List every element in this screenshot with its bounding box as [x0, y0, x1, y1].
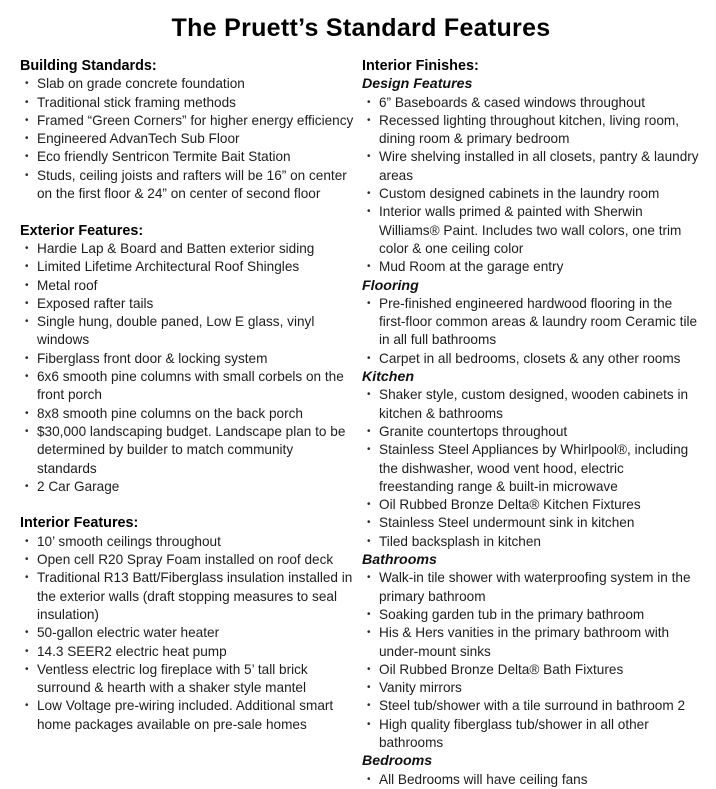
section-heading: Exterior Features:: [20, 222, 144, 239]
bullet-icon: •: [25, 480, 29, 492]
section-heading: Interior Features:: [20, 515, 139, 532]
bullet-list: [362, 569, 702, 752]
list-item-text: Eco friendly Sentricon Termite Bait Station: [37, 149, 291, 165]
list-item-text: Walk-in tile shower with waterproofing system in the primary bathroom: [379, 570, 691, 604]
bullet-icon: •: [25, 242, 29, 254]
list-item: [362, 350, 702, 368]
bullet-icon: •: [25, 151, 29, 163]
list-item: [20, 624, 354, 642]
list-item-text: 8x8 smooth pine columns on the back porch: [37, 405, 303, 421]
bullet-icon: •: [367, 114, 371, 126]
list-item-text: Tiled backsplash in kitchen: [379, 533, 541, 549]
list-item: [20, 240, 354, 258]
list-item-text: Hardie Lap & Board and Batten exterior siding: [37, 240, 315, 256]
bullet-icon: •: [25, 78, 29, 90]
list-item-text: Stainless Steel Appliances by Whirlpool®, including the dishwasher, wood vent hood, electric freestanding range & built-in microwave: [379, 442, 689, 494]
list-item: [20, 368, 354, 405]
list-item-text: 2 Car Garage: [37, 478, 120, 494]
list-item-text: Ventless electric log fireplace with 5’ tall brick surround & hearth with a shaker style mantel: [37, 661, 308, 696]
list-item: [20, 478, 354, 496]
bullet-icon: •: [367, 206, 371, 218]
bullet-icon: •: [367, 261, 371, 273]
list-item: [20, 423, 354, 478]
list-item: [20, 533, 354, 551]
list-item-text: Slab on grade concrete foundation: [37, 76, 245, 92]
list-item: [20, 258, 354, 276]
list-item-text: Carpet in all bedrooms, closets & any other rooms: [379, 350, 681, 366]
bullet-icon: •: [25, 96, 29, 108]
list-item: [20, 350, 354, 368]
bullet-icon: •: [25, 114, 29, 126]
bullet-list: [362, 94, 702, 277]
bullet-icon: •: [25, 663, 29, 675]
bullet-icon: •: [367, 188, 371, 200]
list-item-text: Stainless Steel undermount sink in kitchen: [379, 515, 635, 531]
list-item-text: Oil Rubbed Bronze Delta® Bath Fixtures: [379, 661, 624, 677]
bullet-icon: •: [25, 133, 29, 145]
bullet-icon: •: [367, 352, 371, 364]
list-item-text: Framed “Green Corners” for higher energy efficiency: [37, 112, 354, 128]
list-item: [362, 148, 702, 185]
bullet-icon: •: [367, 608, 371, 620]
bullet-icon: •: [25, 169, 29, 181]
list-item-text: Steel tub/shower with a tile surround in bathroom 2: [379, 698, 686, 714]
list-item-text: Limited Lifetime Architectural Roof Shingles: [37, 259, 300, 275]
list-item: [362, 112, 702, 149]
bullet-icon: •: [367, 444, 371, 456]
list-item: [20, 697, 354, 734]
list-item: [20, 661, 354, 698]
bullet-list: [20, 75, 354, 203]
list-item-text: 14.3 SEER2 electric heat pump: [37, 643, 227, 659]
list-item: [20, 643, 354, 661]
bullet-icon: •: [25, 297, 29, 309]
bullet-icon: •: [25, 279, 29, 291]
list-item: [362, 697, 702, 715]
list-item-text: $30,000 landscaping budget. Landscape plan to be determined by builder to match community standards: [37, 423, 346, 476]
bullet-list: [362, 771, 702, 789]
list-item: [20, 295, 354, 313]
list-item: [362, 606, 702, 624]
bullet-icon: •: [367, 389, 371, 401]
bullet-icon: •: [367, 535, 371, 547]
list-item-text: Soaking garden tub in the primary bathroom: [379, 606, 645, 622]
subsection-heading: Design Features: [362, 76, 473, 93]
list-item: [362, 569, 702, 606]
list-item: [20, 313, 354, 350]
two-column-layout: [20, 57, 702, 789]
list-item: [362, 496, 702, 514]
list-item-text: Pre-finished engineered hardwood flooring in the first-floor common areas & laundry room Ceramic tile in all full bathrooms: [379, 295, 698, 348]
bullet-list: [362, 386, 702, 551]
list-item: [362, 716, 702, 753]
list-item: [362, 624, 702, 661]
list-item: [20, 405, 354, 423]
bullet-icon: •: [367, 297, 371, 309]
list-item: [362, 679, 702, 697]
list-item: [362, 533, 702, 551]
bullet-icon: •: [367, 425, 371, 437]
section-heading: Building Standards:: [20, 58, 157, 74]
list-item: [362, 185, 702, 203]
list-item: [20, 94, 354, 112]
list-item: [362, 423, 702, 441]
bullet-icon: •: [25, 572, 29, 584]
left-column: [20, 57, 354, 734]
list-item-text: Low Voltage pre-wiring included. Additional smart home packages available on pre-sale homes: [37, 698, 334, 732]
bullet-icon: •: [367, 682, 371, 694]
bullet-list: [20, 533, 354, 734]
bullet-list: [362, 295, 702, 368]
list-item: [20, 569, 354, 624]
bullet-icon: •: [25, 316, 29, 328]
list-item-text: Mud Room at the garage entry: [379, 259, 564, 275]
list-item-text: Fiberglass front door & locking system: [37, 350, 268, 366]
list-item: [362, 258, 702, 276]
list-item-text: Traditional stick framing methods: [37, 94, 236, 110]
right-column: [362, 57, 702, 789]
subsection-heading: Kitchen: [362, 369, 415, 386]
list-item-text: Open cell R20 Spray Foam installed on roof deck: [37, 552, 334, 568]
list-item-text: Custom designed cabinets in the laundry room: [379, 186, 660, 202]
list-item-text: Interior walls primed & painted with Sherwin Williams® Paint. Includes two wall colors, one trim color & one ceiling color: [379, 204, 682, 256]
list-item: [20, 130, 354, 148]
bullet-icon: •: [367, 151, 371, 163]
list-item-text: Oil Rubbed Bronze Delta® Kitchen Fixtures: [379, 497, 641, 513]
list-item-text: Studs, ceiling joists and rafters will be 16” on center on the first floor & 24” on center of second floor: [37, 167, 347, 202]
bullet-icon: •: [25, 554, 29, 566]
list-item-text: Exposed rafter tails: [37, 295, 154, 311]
list-item-text: Engineered AdvanTech Sub Floor: [37, 131, 240, 147]
bullet-icon: •: [25, 425, 29, 437]
bullet-icon: •: [25, 627, 29, 639]
list-item-text: 6x6 smooth pine columns with small corbels on the front porch: [37, 369, 344, 403]
list-item: [20, 551, 354, 569]
list-item-text: High quality fiberglass tub/shower in all other bathrooms: [379, 716, 649, 750]
list-item-text: Granite countertops throughout: [379, 423, 568, 439]
bullet-icon: •: [367, 700, 371, 712]
list-item-text: Traditional R13 Batt/Fiberglass insulation installed in the exterior walls (draft stopping measures to seal insulation): [37, 570, 353, 622]
bullet-icon: •: [25, 352, 29, 364]
list-item-text: Single hung, double paned, Low E glass, vinyl windows: [37, 314, 315, 348]
list-item: [20, 75, 354, 93]
list-item-text: All Bedrooms will have ceiling fans: [379, 771, 588, 787]
list-item: [362, 514, 702, 532]
list-item-text: His & Hers vanities in the primary bathroom with under-mount sinks: [379, 625, 670, 659]
bullet-list: [20, 240, 354, 496]
bullet-icon: •: [367, 499, 371, 511]
list-item: [20, 148, 354, 166]
list-item: [362, 386, 702, 423]
list-item: [362, 94, 702, 112]
subsection-heading: Flooring: [362, 277, 419, 294]
subsection-heading: Bedrooms: [362, 753, 433, 770]
list-item: [362, 295, 702, 350]
list-item: [20, 112, 354, 130]
bullet-icon: •: [367, 627, 371, 639]
bullet-icon: •: [367, 96, 371, 108]
bullet-icon: •: [367, 663, 371, 675]
list-item-text: Wire shelving installed in all closets, pantry & laundry areas: [379, 149, 699, 183]
list-item-text: Vanity mirrors: [379, 680, 462, 696]
list-item-text: Metal roof: [37, 277, 98, 293]
bullet-icon: •: [367, 517, 371, 529]
bullet-icon: •: [367, 572, 371, 584]
section-heading: Interior Finishes:: [362, 58, 479, 74]
list-item: [362, 771, 702, 789]
bullet-icon: •: [25, 700, 29, 712]
bullet-icon: •: [25, 407, 29, 419]
bullet-icon: •: [25, 645, 29, 657]
bullet-icon: •: [367, 773, 371, 785]
list-item: [362, 203, 702, 258]
list-item-text: 50-gallon electric water heater: [37, 625, 220, 641]
list-item: [20, 277, 354, 295]
list-item: [362, 441, 702, 496]
list-item-text: Recessed lighting throughout kitchen, living room, dining room & primary bedroom: [379, 112, 679, 147]
list-item: [362, 661, 702, 679]
page-title: The Pruett’s Standard Features: [171, 14, 551, 42]
subsection-heading: Bathrooms: [362, 552, 437, 569]
bullet-icon: •: [25, 535, 29, 547]
list-item-text: Shaker style, custom designed, wooden cabinets in kitchen & bathrooms: [379, 387, 689, 421]
list-item-text: 6” Baseboards & cased windows throughout: [379, 94, 645, 110]
bullet-icon: •: [25, 371, 29, 383]
bullet-icon: •: [367, 718, 371, 730]
bullet-icon: •: [25, 261, 29, 273]
list-item: [20, 167, 354, 204]
list-item-text: 10’ smooth ceilings throughout: [37, 533, 221, 549]
